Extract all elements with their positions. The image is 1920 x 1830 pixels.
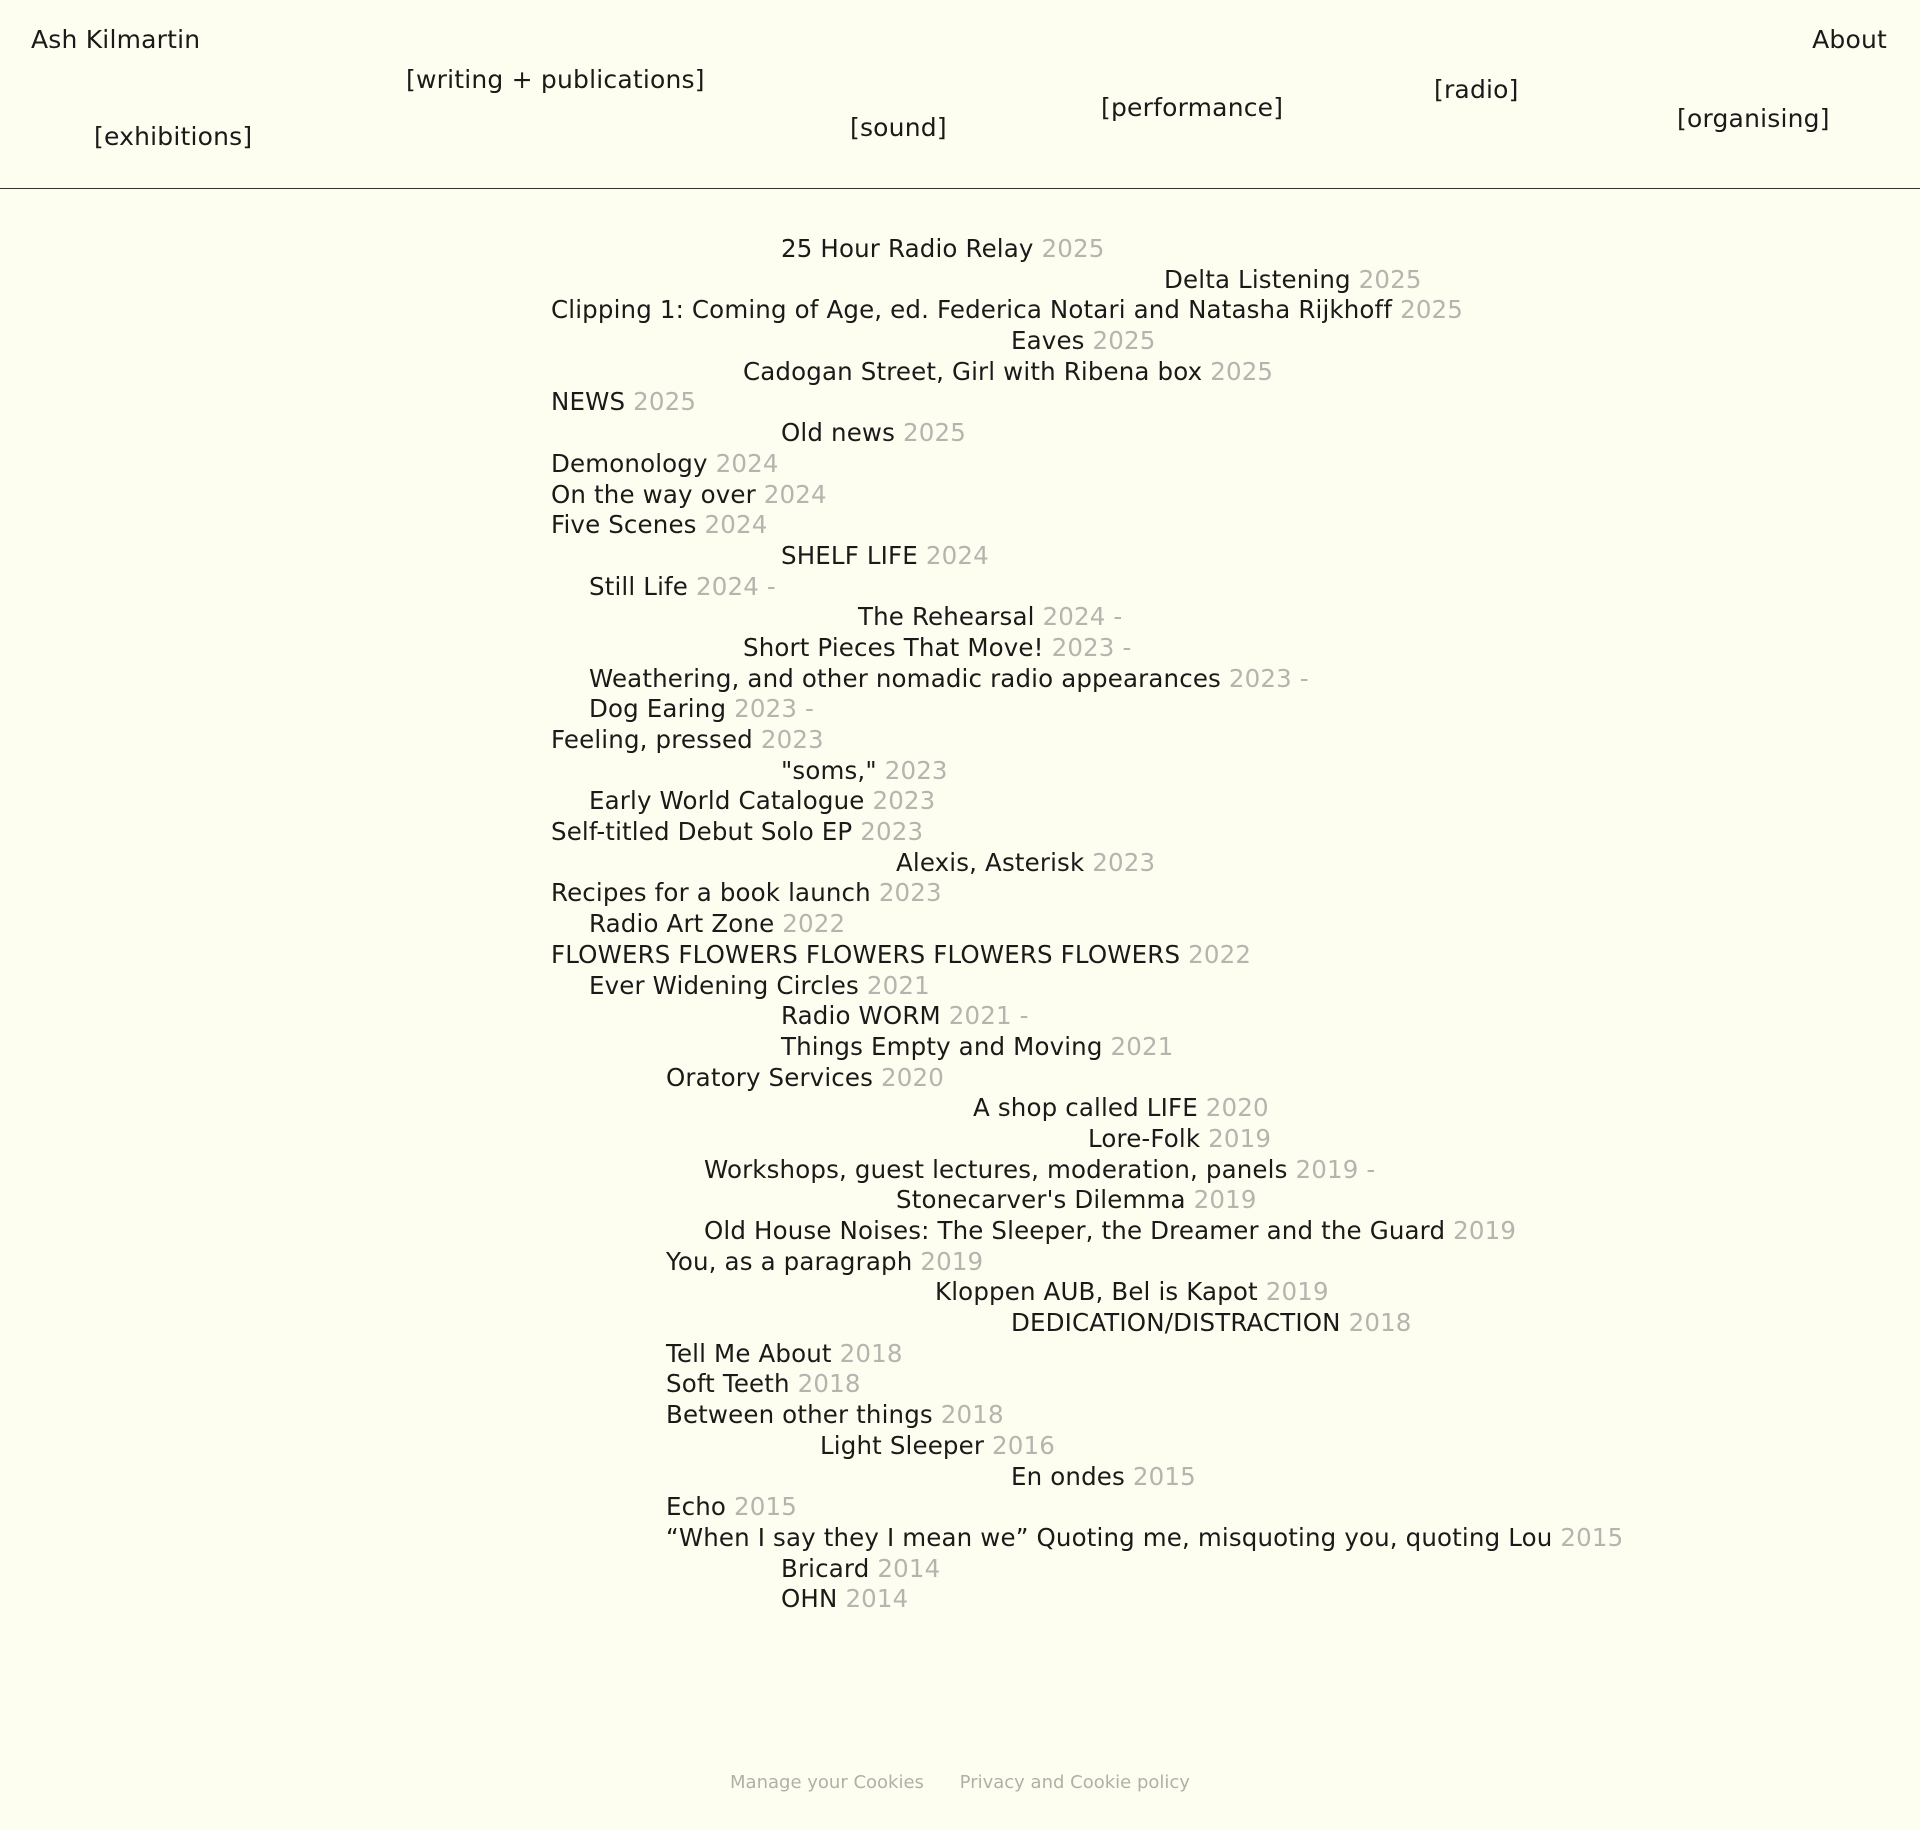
project-title: Clipping 1: Coming of Age, ed. Federica Notari and Natasha Rijkhoff [551,295,1393,325]
project-title: Stonecarver's Dilemma [896,1185,1186,1215]
project-link[interactable] [781,756,948,785]
project-link[interactable] [666,1400,1004,1429]
project-title: Workshops, guest lectures, moderation, panels [704,1154,1288,1184]
project-year: 2024 - [1042,602,1123,632]
project-item [0,1155,1920,1186]
project-year: 2023 [872,786,936,816]
project-title: SHELF LIFE [781,540,918,570]
project-link[interactable] [589,694,814,723]
project-item [0,694,1920,725]
project-year: 2023 [878,878,942,908]
project-year: 2021 [1110,1031,1174,1061]
project-year: 2015 [1560,1522,1624,1552]
nav-performance[interactable]: [performance] [1101,93,1284,122]
project-title: NEWS [551,387,626,417]
site-name-link[interactable]: Ash Kilmartin [31,25,201,54]
project-title: Still Life [589,571,689,601]
project-item [0,878,1920,909]
project-link[interactable] [781,1032,1173,1061]
project-year: 2022 [782,909,846,939]
project-title: Tell Me About [666,1338,832,1368]
project-link[interactable] [551,940,1251,969]
project-year: 2019 - [1295,1154,1376,1184]
project-year: 2023 [860,817,924,847]
project-link[interactable] [935,1277,1329,1306]
project-title: DEDICATION/DISTRACTION [1011,1308,1341,1338]
project-item [0,1584,1920,1615]
project-year: 2025 [903,418,966,448]
project-item [0,357,1920,388]
project-item [0,940,1920,971]
project-item [0,541,1920,572]
project-title: Short Pieces That Move! [743,632,1044,662]
project-link[interactable] [896,848,1155,877]
project-title: Dog Earing [589,694,727,724]
project-item [0,909,1920,940]
project-title: Feeling, pressed [551,725,753,754]
project-item [0,1400,1920,1431]
project-title: Soft Teeth [666,1369,790,1399]
project-item [0,326,1920,357]
project-year: 2023 - [1228,663,1309,693]
project-title: Five Scenes [551,510,697,540]
project-year: 2019 [1208,1123,1272,1153]
project-link[interactable] [820,1431,1055,1460]
project-year: 2023 [1092,847,1156,877]
project-item [0,602,1920,633]
project-link[interactable] [1011,1462,1196,1491]
project-year: 2019 [920,1246,984,1276]
project-link[interactable] [781,234,1104,263]
project-link[interactable] [1088,1124,1271,1153]
project-link[interactable] [781,541,989,570]
project-link[interactable] [1164,265,1422,294]
project-title: Old news [781,418,896,448]
project-title: Demonology [551,448,708,478]
project-item [0,1093,1920,1124]
project-year: 2023 - [734,694,814,724]
project-link[interactable] [589,909,845,938]
project-title: Early World Catalogue [589,786,865,816]
project-link[interactable] [666,1523,1623,1552]
project-year: 2025 [1210,356,1274,386]
project-link[interactable] [551,480,827,509]
project-item [0,572,1920,603]
project-link[interactable] [743,357,1273,386]
project-year: 2021 - [948,1001,1029,1031]
site-header [0,0,1920,189]
project-title: Echo [666,1492,727,1522]
project-year: 2020 [1205,1093,1269,1123]
project-title: Eaves [1011,326,1085,356]
project-item [0,1277,1920,1308]
project-link[interactable] [551,387,696,416]
project-item [0,1001,1920,1032]
project-year: 2024 [925,540,989,570]
project-link[interactable] [781,418,966,447]
project-item [0,1431,1920,1462]
project-year: 2016 [992,1430,1055,1460]
project-link[interactable] [666,1063,944,1092]
project-year: 2014 [877,1553,941,1583]
project-title: “When I say they I mean we” Quoting me, misquoting you, quoting Lou [666,1522,1553,1552]
project-link[interactable] [551,449,779,478]
project-link[interactable] [666,1247,983,1276]
project-item [0,510,1920,541]
project-item [0,633,1920,664]
project-year: 2021 [866,970,930,1000]
project-year: 2025 [1400,295,1464,325]
project-item [0,1308,1920,1339]
nav-radio[interactable]: [radio] [1434,75,1519,104]
project-item [0,725,1920,756]
project-title: OHN [781,1584,838,1614]
nav-organising[interactable]: [organising] [1677,104,1830,133]
project-link[interactable] [781,1001,1029,1030]
project-item [0,1216,1920,1247]
project-title: Things Empty and Moving [781,1031,1103,1061]
project-item [0,234,1920,265]
privacy-policy-link[interactable]: Privacy and Cookie policy [959,1772,1190,1793]
project-title: Kloppen AUB, Bel is Kapot [935,1277,1258,1307]
project-year: 2019 [1193,1185,1257,1215]
project-item [0,418,1920,449]
project-item [0,1032,1920,1063]
project-title: Ever Widening Circles [589,970,859,1000]
project-year: 2025 [1092,326,1156,356]
project-item [0,1369,1920,1400]
project-title: On the way over [551,479,756,509]
project-item [0,1247,1920,1278]
project-item [0,817,1920,848]
project-link[interactable] [858,602,1122,631]
project-title: A shop called LIFE [973,1093,1198,1123]
project-item [0,295,1920,326]
project-year: 2015 [1132,1461,1196,1491]
project-link[interactable] [743,633,1131,662]
project-item [0,786,1920,817]
manage-cookies-link[interactable]: Manage your Cookies [730,1772,924,1793]
project-link[interactable] [666,1369,861,1398]
project-title: Delta Listening [1164,264,1351,294]
nav-sound[interactable]: [sound] [850,113,947,142]
project-year: 2022 [1188,939,1252,969]
project-title: Oratory Services [666,1062,874,1092]
project-item [0,1523,1920,1554]
project-year: 2015 [734,1492,797,1522]
project-year: 2019 [1453,1216,1517,1245]
project-year: 2020 [881,1062,944,1092]
project-item [0,1492,1920,1523]
project-link[interactable] [666,1339,903,1368]
project-title: 25 Hour Radio Relay [781,234,1034,263]
project-title: Lore-Folk [1088,1123,1201,1153]
project-item [0,387,1920,418]
project-title: Weathering, and other nomadic radio appearances [589,663,1221,693]
project-year: 2019 [1265,1277,1329,1307]
project-year: 2024 [715,448,779,478]
project-link[interactable] [973,1093,1269,1122]
project-year: 2025 [1358,264,1422,294]
project-title: Cadogan Street, Girl with Ribena box [743,356,1203,386]
project-link[interactable] [589,971,930,1000]
project-year: 2018 [940,1400,1004,1430]
project-title: You, as a paragraph [666,1246,913,1276]
project-title: FLOWERS FLOWERS FLOWERS FLOWERS FLOWERS [551,939,1181,969]
nav-exhibitions[interactable]: [exhibitions] [94,122,253,151]
project-year: 2024 [704,510,768,540]
project-item [0,664,1920,695]
project-title: The Rehearsal [858,602,1035,632]
project-link[interactable] [704,1155,1375,1184]
project-year: 2024 [763,479,827,509]
project-link[interactable] [589,572,776,601]
project-title: Alexis, Asterisk [896,847,1085,877]
project-link[interactable] [551,878,942,907]
project-title: "soms," [781,755,877,785]
project-link[interactable] [551,510,768,539]
project-link[interactable] [704,1216,1516,1245]
project-link[interactable] [781,1554,940,1583]
project-item [0,848,1920,879]
project-item [0,1462,1920,1493]
project-title: Light Sleeper [820,1430,985,1460]
project-link[interactable] [589,786,935,815]
project-item [0,1185,1920,1216]
project-title: Old House Noises: The Sleeper, the Dreamer and the Guard [704,1216,1446,1245]
nav-writing-publications[interactable]: [writing + publications] [406,65,705,94]
project-year: 2023 [884,755,948,785]
project-year: 2025 [1041,234,1105,263]
project-title: Radio WORM [781,1001,941,1031]
project-year: 2014 [845,1584,909,1614]
project-link[interactable] [589,664,1309,693]
project-link[interactable] [781,1584,908,1613]
project-title: Bricard [781,1553,870,1583]
project-year: 2018 [1348,1308,1412,1338]
project-link[interactable] [551,295,1463,324]
project-link[interactable] [551,725,824,754]
project-item [0,1554,1920,1585]
project-link[interactable] [1011,326,1156,355]
project-title: Radio Art Zone [589,909,775,939]
project-link[interactable] [1011,1308,1412,1337]
project-year: 2023 - [1051,632,1132,662]
project-year: 2018 [797,1369,861,1399]
project-link[interactable] [896,1185,1257,1214]
project-title: Recipes for a book launch [551,878,871,908]
site-footer [0,1772,1920,1793]
project-link[interactable] [551,817,923,846]
about-link[interactable]: About [1812,25,1887,54]
project-item [0,1063,1920,1094]
project-item [0,265,1920,296]
project-item [0,480,1920,511]
project-title: Self-titled Debut Solo EP [551,817,853,847]
project-year: 2023 [760,725,824,754]
project-year: 2024 - [695,571,776,601]
project-year: 2025 [633,387,697,417]
project-item [0,971,1920,1002]
project-title: En ondes [1011,1461,1125,1491]
project-item [0,756,1920,787]
project-link[interactable] [666,1492,797,1521]
project-list [0,234,1920,1615]
project-item [0,449,1920,480]
project-item [0,1124,1920,1155]
project-item [0,1339,1920,1370]
project-year: 2018 [839,1338,903,1368]
project-title: Between other things [666,1400,933,1430]
